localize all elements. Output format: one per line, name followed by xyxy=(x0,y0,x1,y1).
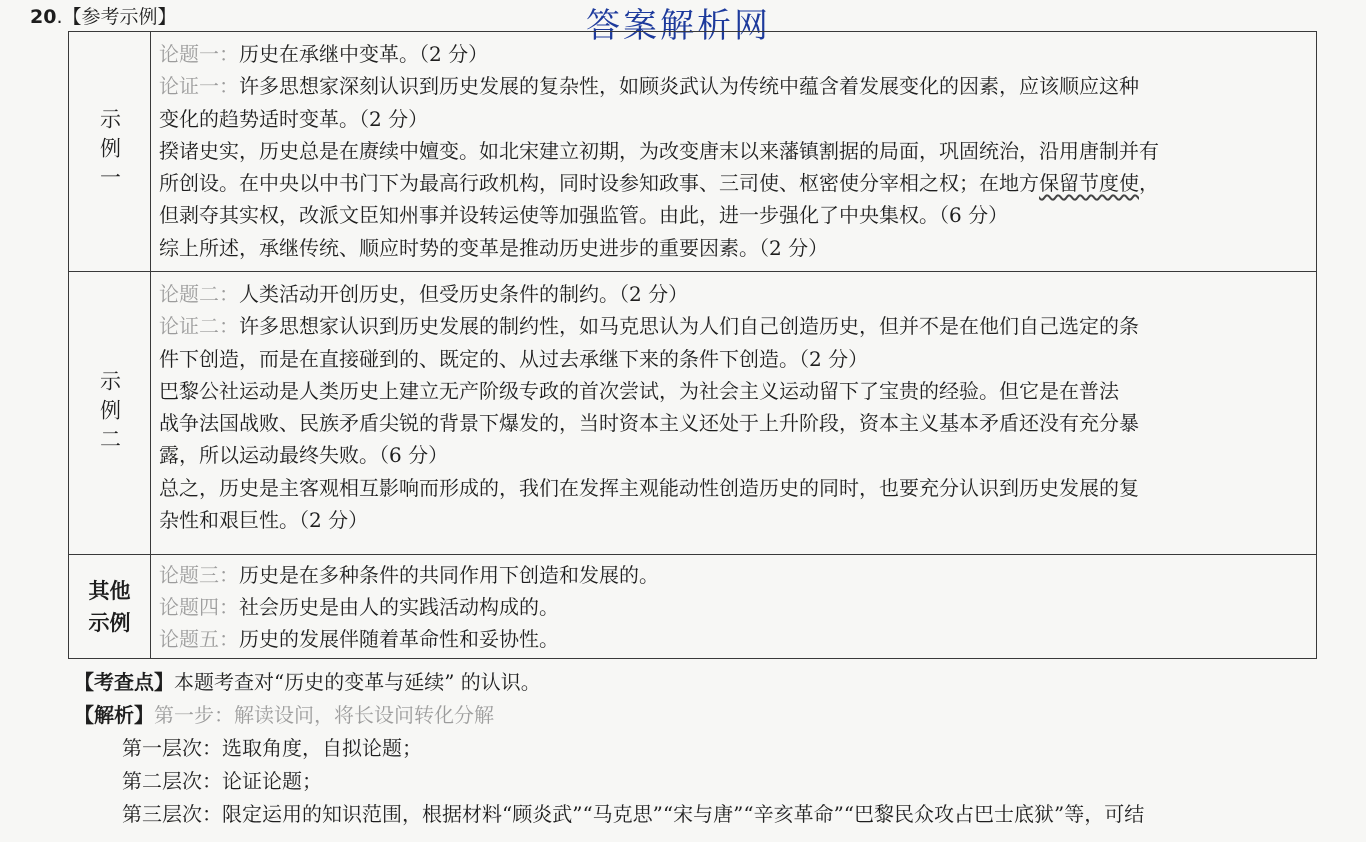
text-line: 论证一：许多思想家深刻认识到历史发展的复杂性，如顾炎武认为传统中蕴含着发展变化的因素，应该顺应这种 xyxy=(159,74,1139,99)
text-line: 论题一：历史在承继中变革。（2 分） xyxy=(159,42,489,66)
text-line: 但剥夺其实权，改派文臣知州事并设转运使等加强监管。由此，进一步强化了中央集权。（6 分） xyxy=(159,203,1009,228)
example-two-section xyxy=(69,272,1316,555)
example-two-label: 示例二 xyxy=(69,272,151,554)
text-line: 战争法国战败、民族矛盾尖锐的背景下爆发的，当时资本主义还处于上升阶段，资本主义基本矛盾还没有充分暴 xyxy=(159,411,1139,436)
question-header xyxy=(30,2,177,32)
question-number: 20 xyxy=(30,6,57,28)
text-line: 露，所以运动最终失败。（6 分） xyxy=(159,443,449,468)
text-line: 论题四：社会历史是由人的实践活动构成的。 xyxy=(159,595,559,619)
text-line: 变化的趋势适时变革。（2 分） xyxy=(159,106,429,131)
text-line: 综上所述，承继传统、顺应时势的变革是推动历史进步的重要因素。（2 分） xyxy=(159,235,829,260)
text-line: 巴黎公社运动是人类历史上建立无产阶级专政的首次尝试，为社会主义运动留下了宝贵的经验。但它是在普法 xyxy=(159,378,1119,403)
question-title: .【参考示例】 xyxy=(56,6,177,28)
level-line: 第二层次：论证论题； xyxy=(122,769,322,793)
wavy-underline-mark: 保留节度使 xyxy=(1039,171,1139,196)
other-examples-content xyxy=(159,559,1310,655)
text-line: 揆诸史实，历史总是在赓续中嬗变。如北宋建立初期，为改变唐末以来藩镇割据的局面，巩固统治，沿用唐制并有 xyxy=(159,138,1159,163)
text-line: 件下创造，而是在直接碰到的、既定的、从过去承继下来的条件下创造。（2 分） xyxy=(159,346,869,371)
text-line: 论题五：历史的发展伴随着革命性和妥协性。 xyxy=(159,627,559,651)
other-examples-label: 其他示例 xyxy=(69,555,151,658)
watermark: 答案解析网 xyxy=(586,6,771,46)
example-one-section xyxy=(69,32,1316,272)
other-examples-section xyxy=(69,555,1316,658)
jiexi-line: 【解析】第一步：解读设问，将长设问转化分解 xyxy=(74,703,494,727)
text-line: 论证二：许多思想家认识到历史发展的制约性，如马克思认为人们自己创造历史，但并不是在他们自己选定的条 xyxy=(159,314,1139,339)
level-line: 第三层次：限定运用的知识范围，根据材料“顾炎武”“马克思”“宋与唐”“辛亥革命”“巴黎民众攻占巴士底狱”等，可结 xyxy=(122,802,1145,826)
text-line: 论题二：人类活动开创历史，但受历史条件的制约。（2 分） xyxy=(159,282,689,306)
kaocha-line: 【考查点】本题考查对“历史的变革与延续” 的认识。 xyxy=(74,670,541,694)
example-one-content xyxy=(159,38,1310,264)
example-one-label: 示例一 xyxy=(69,32,151,271)
text-line: 论题三：历史是在多种条件的共同作用下创造和发展的。 xyxy=(159,563,659,587)
example-two-content xyxy=(159,278,1310,536)
level-line: 第一层次：选取角度，自拟论题； xyxy=(122,736,422,760)
analysis-section xyxy=(74,666,1346,831)
text-line: 总之，历史是主客观相互影响而形成的，我们在发挥主观能动性创造历史的同时，也要充分认识到历史发展的复 xyxy=(159,475,1139,500)
text-line: 所创设。在中央以中书门下为最高行政机构，同时设参知政事、三司使、枢密使分宰相之权；在地方保留节度使， xyxy=(159,171,1159,196)
answer-table xyxy=(68,31,1317,659)
text-line: 杂性和艰巨性。（2 分） xyxy=(159,508,369,533)
